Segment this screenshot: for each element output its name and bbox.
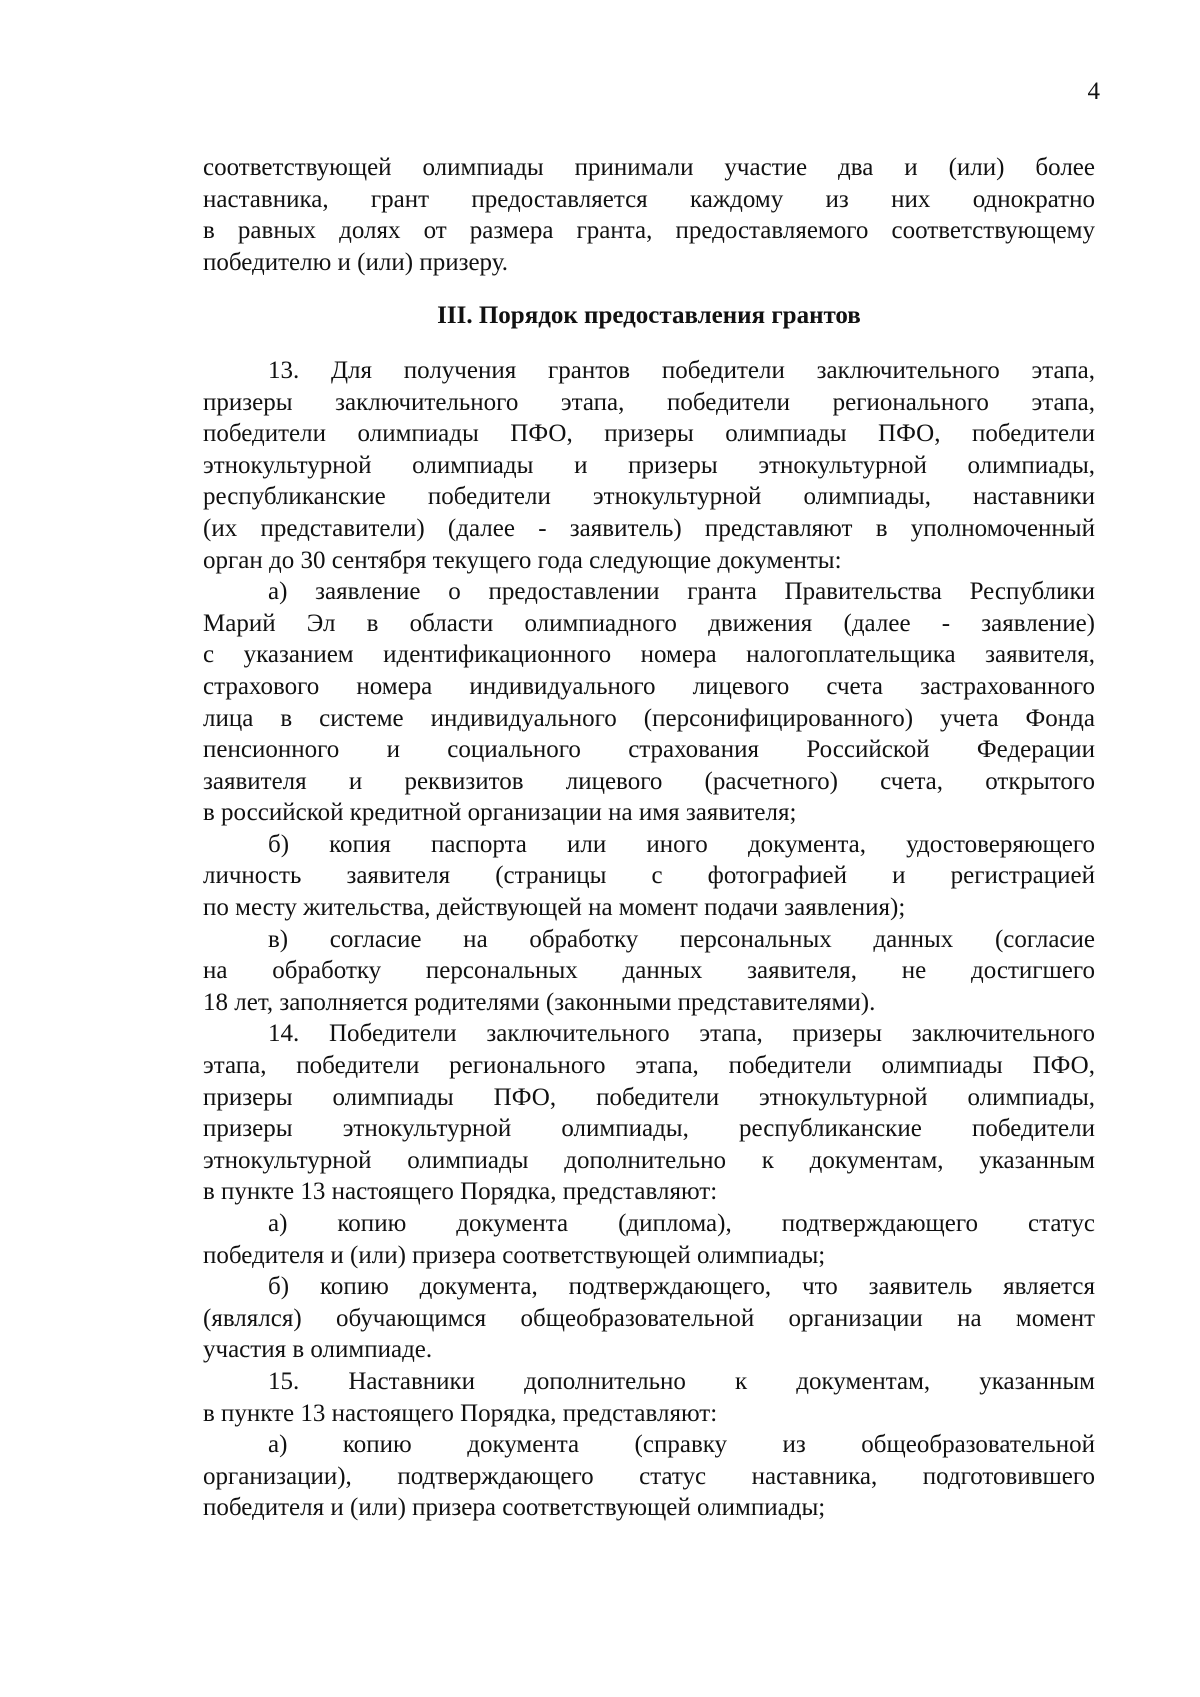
- paragraph: [203, 924, 1095, 1019]
- paragraph: [203, 355, 1095, 576]
- text-line: организации), подтверждающего статус наставника, подготовившего: [203, 1462, 1095, 1490]
- text-line: лица в системе индивидуального (персонифицированного) учета Фонда: [203, 704, 1095, 732]
- text-line: призеры заключительного этапа, победители регионального этапа,: [203, 388, 1095, 416]
- paragraph: [203, 1208, 1095, 1271]
- text-line: победители олимпиады ПФО, призеры олимпиады ПФО, победители: [203, 420, 1095, 448]
- text-line: соответствующей олимпиады принимали участие два и (или) более: [203, 154, 1095, 181]
- text-line: а) копию документа (диплома), подтверждающего статус: [268, 1210, 1095, 1237]
- document-body: [203, 152, 1095, 1524]
- text-line: а) заявление о предоставлении гранта Правительства Республики: [268, 578, 1095, 606]
- text-line: победителя и (или) призера соответствующей олимпиады;: [203, 1494, 826, 1522]
- text-line: призеры олимпиады ПФО, победители этнокультурной олимпиады,: [203, 1083, 1095, 1111]
- text-line: участия в олимпиаде.: [203, 1336, 433, 1364]
- text-line: этапа, победители регионального этапа, победители олимпиады ПФО,: [203, 1052, 1095, 1080]
- paragraph: [203, 829, 1095, 924]
- text-line: в равных долях от размера гранта, предоставляемого соответствующему: [203, 217, 1095, 245]
- text-line: на обработку персональных данных заявителя, не достигшего: [203, 957, 1095, 985]
- text-line: призеры этнокультурной олимпиады, республиканские победители: [203, 1115, 1095, 1143]
- text-line: б) копию документа, подтверждающего, что заявитель является: [268, 1273, 1095, 1301]
- text-line: республиканские победители этнокультурной олимпиады, наставники: [203, 483, 1095, 511]
- text-line: пенсионного и социального страхования Российской Федерации: [203, 736, 1095, 764]
- text-line: наставника, грант предоставляется каждому из них однократно: [203, 185, 1095, 213]
- text-line: орган до 30 сентября текущего года следующие документы:: [203, 546, 842, 574]
- paragraph: [203, 1271, 1095, 1366]
- page-number: 4: [1087, 78, 1100, 105]
- paragraph: [203, 152, 1095, 278]
- text-line: (являлся) обучающимся общеобразовательной организации на момент: [203, 1304, 1095, 1332]
- text-line: Марий Эл в области олимпиадного движения (далее - заявление): [203, 609, 1095, 637]
- text-line: этнокультурной олимпиады и призеры этнокультурной олимпиады,: [203, 451, 1095, 479]
- text-line: в российской кредитной организации на имя заявителя;: [203, 799, 797, 827]
- text-line: 18 лет, заполняется родителями (законными представителями).: [203, 988, 876, 1016]
- paragraph: [203, 1018, 1095, 1208]
- text-line: 14. Победители заключительного этапа, призеры заключительного: [268, 1020, 1095, 1048]
- text-line: заявителя и реквизитов лицевого (расчетного) счета, открытого: [203, 767, 1095, 795]
- text-line: б) копия паспорта или иного документа, удостоверяющего: [268, 830, 1095, 858]
- section-heading: III. Порядок предоставления грантов: [437, 302, 861, 330]
- text-line: в пункте 13 настоящего Порядка, представляют:: [203, 1399, 718, 1427]
- paragraph: [203, 1429, 1095, 1524]
- paragraph: [203, 1366, 1095, 1429]
- text-line: по месту жительства, действующей на момент подачи заявления);: [203, 894, 906, 922]
- text-line: 15. Наставники дополнительно к документам, указанным: [268, 1367, 1095, 1395]
- text-line: в) согласие на обработку персональных данных (согласие: [268, 925, 1095, 953]
- text-line: страхового номера индивидуального лицевого счета застрахованного: [203, 672, 1095, 700]
- text-line: личность заявителя (страницы с фотографией и регистрацией: [203, 862, 1095, 890]
- text-line: (их представители) (далее - заявитель) представляют в уполномоченный: [203, 514, 1095, 542]
- text-line: 13. Для получения грантов победители заключительного этапа,: [268, 356, 1095, 384]
- text-line: в пункте 13 настоящего Порядка, представляют:: [203, 1178, 718, 1206]
- paragraph: [203, 576, 1095, 829]
- text-line: а) копию документа (справку из общеобразовательной: [268, 1431, 1095, 1459]
- text-line: с указанием идентификационного номера налогоплательщика заявителя,: [203, 641, 1095, 669]
- text-line: победителю и (или) призеру.: [203, 248, 508, 276]
- text-line: этнокультурной олимпиады дополнительно к документам, указанным: [203, 1146, 1095, 1174]
- text-line: победителя и (или) призера соответствующей олимпиады;: [203, 1241, 826, 1269]
